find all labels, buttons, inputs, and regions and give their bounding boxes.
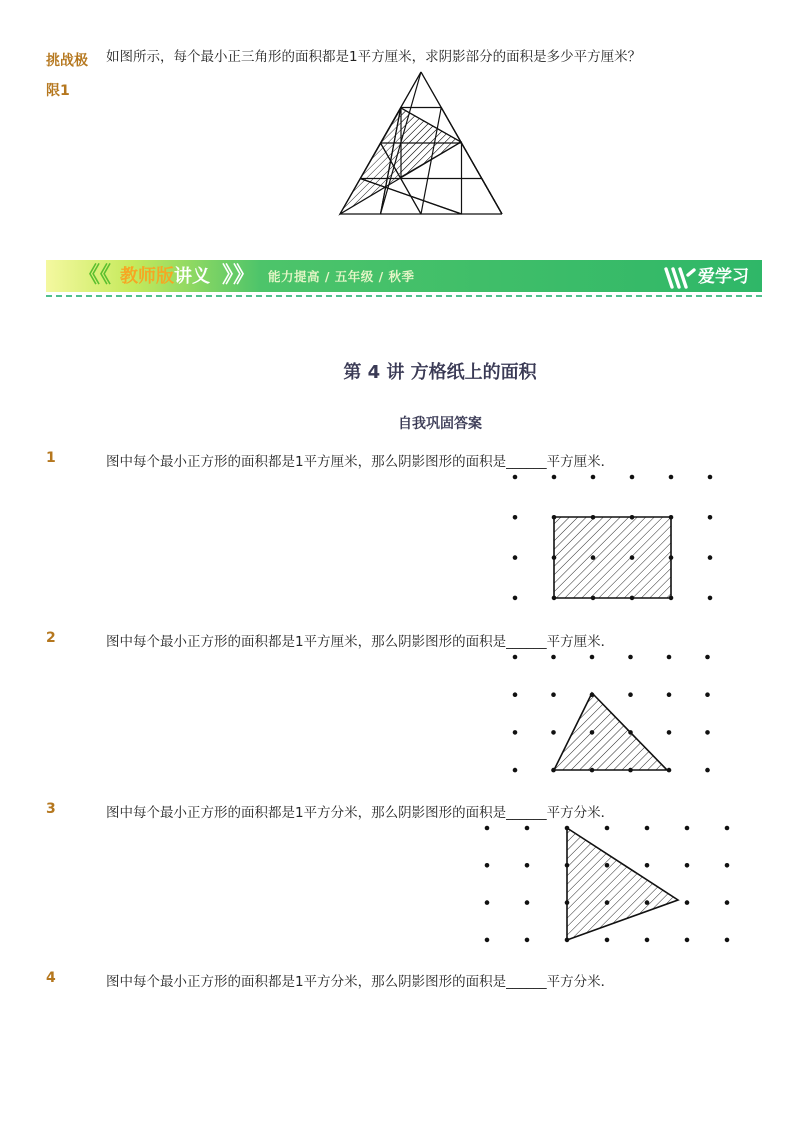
brand-name: 爱学习 bbox=[698, 267, 749, 287]
grid-dot bbox=[685, 938, 690, 943]
grid-dot bbox=[645, 938, 650, 943]
question-1-text: 图中每个最小正方形的面积都是1平方厘米，那么阴影图形的面积是______平方厘米． bbox=[106, 454, 615, 470]
grid-dot bbox=[513, 515, 518, 520]
grid-dot bbox=[513, 596, 518, 601]
grid-dot bbox=[590, 730, 595, 735]
grid-dot bbox=[485, 900, 490, 905]
grid-dot bbox=[552, 555, 557, 560]
grid-dot bbox=[525, 826, 530, 831]
challenge-tag: 挑战极限1 bbox=[46, 53, 88, 99]
grid-dot bbox=[525, 900, 530, 905]
grid-dot bbox=[628, 655, 633, 660]
banner-breadcrumb: 能力提高 / 五年级 / 秋季 bbox=[268, 269, 415, 284]
grid-dot bbox=[551, 730, 556, 735]
grid-dot bbox=[590, 692, 595, 697]
grid-dot bbox=[513, 655, 518, 660]
grid-dot bbox=[525, 863, 530, 868]
grid-dot bbox=[565, 900, 570, 905]
challenge-text: 如图所示，每个最小正三角形的面积都是1平方厘米，求阴影部分的面积是多少平方厘米？ bbox=[106, 49, 642, 65]
q3-shaded-triangle bbox=[567, 828, 678, 940]
grid-dot bbox=[685, 826, 690, 831]
question-4-text: 图中每个最小正方形的面积都是1平方分米，那么阴影图形的面积是______平方分米． bbox=[106, 974, 615, 990]
grid-dot bbox=[565, 938, 570, 943]
grid-dot bbox=[565, 826, 570, 831]
grid-dot bbox=[705, 730, 710, 735]
grid-dot bbox=[645, 900, 650, 905]
chevron-left-icon: 《《 bbox=[78, 263, 112, 288]
grid-dot bbox=[605, 938, 610, 943]
grid-dot bbox=[513, 555, 518, 560]
grid-dot bbox=[525, 938, 530, 943]
question-3-number: 3 bbox=[46, 801, 56, 817]
grid-dot bbox=[725, 863, 730, 868]
grid-dot bbox=[513, 730, 518, 735]
grid-dot bbox=[605, 826, 610, 831]
grid-dot bbox=[513, 692, 518, 697]
grid-dot bbox=[667, 655, 672, 660]
grid-dot bbox=[551, 655, 556, 660]
grid-dot bbox=[552, 515, 557, 520]
lecture-title: 第 4 讲 方格纸上的面积 bbox=[343, 362, 537, 383]
grid-dot bbox=[630, 596, 635, 601]
grid-dot bbox=[628, 768, 633, 773]
grid-dot bbox=[685, 863, 690, 868]
grid-dot bbox=[485, 826, 490, 831]
grid-dot bbox=[667, 730, 672, 735]
grid-dot bbox=[705, 692, 710, 697]
grid-dot bbox=[630, 515, 635, 520]
q2-shaded-triangle bbox=[554, 693, 667, 770]
grid-dot bbox=[725, 826, 730, 831]
grid-dot bbox=[513, 768, 518, 773]
grid-dot bbox=[591, 515, 596, 520]
grid-dot bbox=[708, 596, 713, 601]
grid-dot bbox=[628, 730, 633, 735]
grid-dot bbox=[705, 768, 710, 773]
grid-dot bbox=[551, 768, 556, 773]
grid-dot bbox=[552, 596, 557, 601]
grid-dot bbox=[605, 900, 610, 905]
grid-dot bbox=[552, 475, 557, 480]
grid-dot bbox=[669, 475, 674, 480]
grid-dot bbox=[605, 863, 610, 868]
grid-dot bbox=[667, 768, 672, 773]
grid-dot bbox=[591, 596, 596, 601]
grid-dot bbox=[708, 515, 713, 520]
grid-dot bbox=[590, 768, 595, 773]
grid-dot bbox=[513, 475, 518, 480]
grid-dot bbox=[590, 655, 595, 660]
grid-dot bbox=[669, 596, 674, 601]
chevron-right-icon: 》》 bbox=[222, 263, 256, 288]
grid-dot bbox=[705, 655, 710, 660]
grid-dot bbox=[591, 555, 596, 560]
grid-dot bbox=[667, 692, 672, 697]
grid-dot bbox=[708, 555, 713, 560]
grid-dot bbox=[630, 475, 635, 480]
q1-shaded-rectangle bbox=[554, 517, 671, 598]
grid-dot bbox=[669, 555, 674, 560]
question-3-text: 图中每个最小正方形的面积都是1平方分米，那么阴影图形的面积是______平方分米． bbox=[106, 805, 615, 821]
grid-dot bbox=[685, 900, 690, 905]
question-1-number: 1 bbox=[46, 450, 56, 466]
grid-dot bbox=[551, 692, 556, 697]
grid-dot bbox=[485, 938, 490, 943]
grid-dot bbox=[669, 515, 674, 520]
question-2-text: 图中每个最小正方形的面积都是1平方厘米，那么阴影图形的面积是______平方厘米． bbox=[106, 634, 615, 650]
question-4-number: 4 bbox=[46, 970, 56, 986]
grid-dot bbox=[725, 900, 730, 905]
grid-dot bbox=[565, 863, 570, 868]
question-2-number: 2 bbox=[46, 630, 56, 646]
grid-dot bbox=[725, 938, 730, 943]
grid-dot bbox=[708, 475, 713, 480]
grid-dot bbox=[645, 826, 650, 831]
section-title: 自我巩固答案 bbox=[398, 416, 482, 432]
grid-dot bbox=[630, 555, 635, 560]
grid-dot bbox=[485, 863, 490, 868]
banner-title: 教师版讲义 bbox=[120, 266, 210, 287]
grid-dot bbox=[591, 475, 596, 480]
grid-dot bbox=[628, 692, 633, 697]
grid-dot bbox=[645, 863, 650, 868]
